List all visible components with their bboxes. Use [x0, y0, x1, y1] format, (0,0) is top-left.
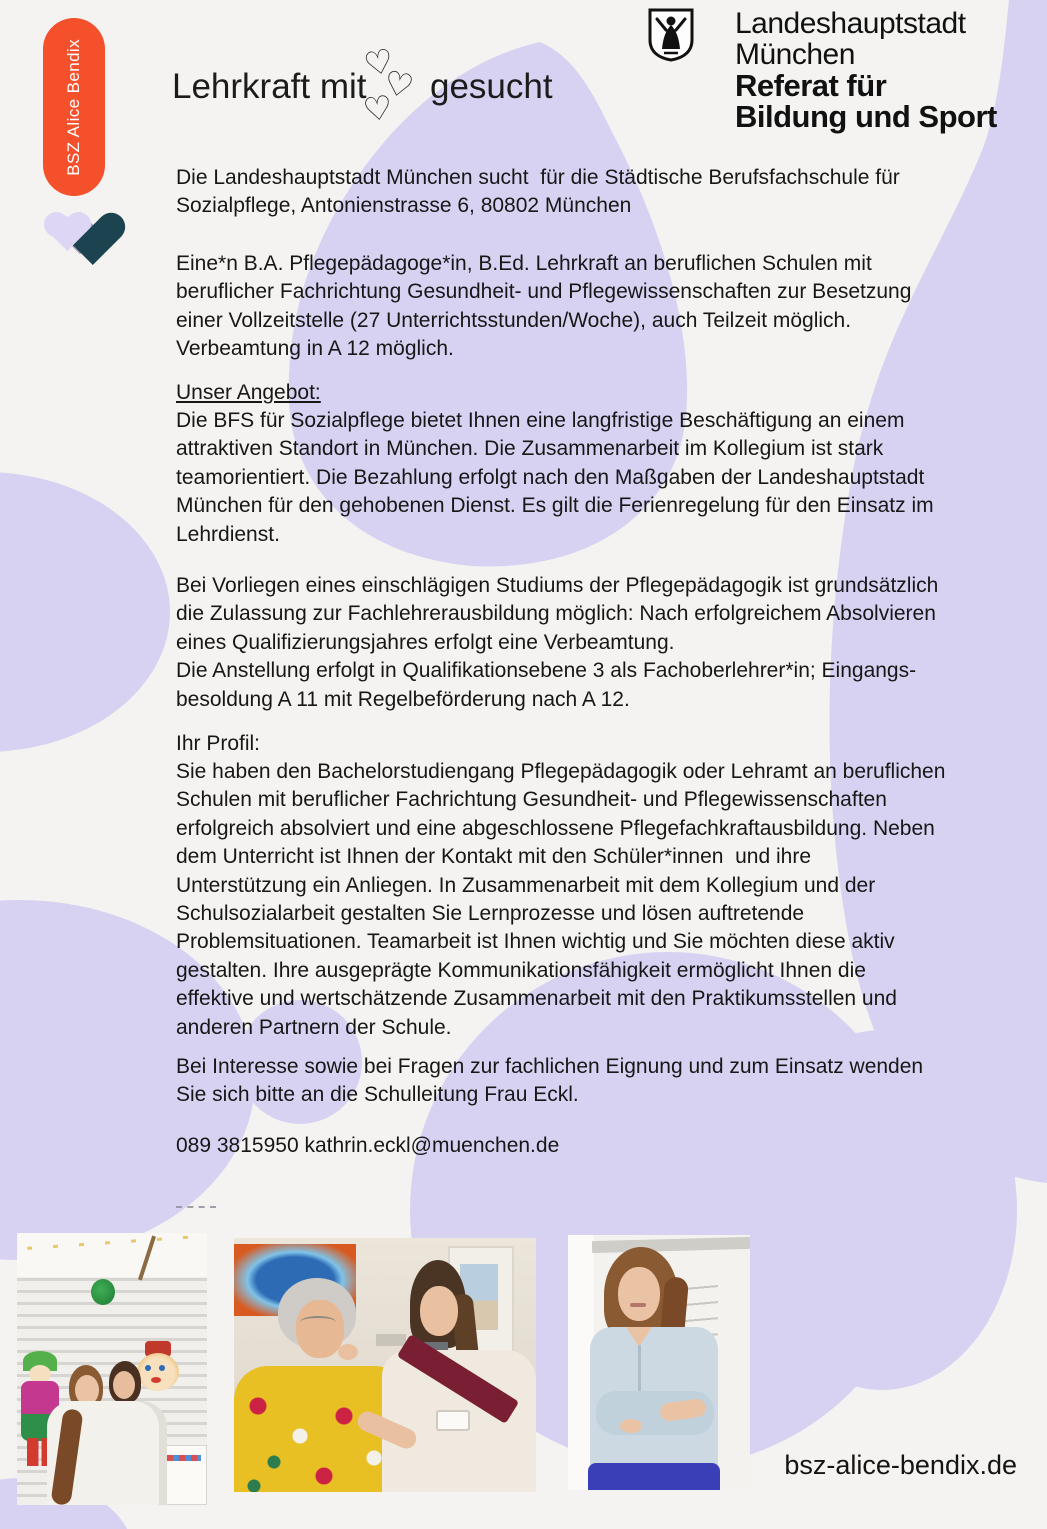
text-line: dem Unterricht ist Ihnen der Kontakt mit den Schüler*innen und ihre [176, 845, 812, 869]
logo-wordmark [735, 8, 997, 132]
teacher-face [618, 1267, 660, 1321]
elderly-face [296, 1300, 344, 1358]
student2-face [113, 1371, 135, 1399]
school-badge [43, 18, 105, 196]
text-line: effektive und wertschätzende Zusammenarbeit mit den Praktikumsstellen und [176, 987, 897, 1011]
photo-students-hugging [17, 1233, 207, 1505]
muenchen-crest-icon [647, 8, 695, 62]
glasses [300, 1316, 336, 1328]
teacher-smile [630, 1303, 646, 1307]
clown-eye [159, 1365, 165, 1371]
poster-marks [167, 1455, 201, 1461]
text-line: beruflicher Fachrichtung Gesundheit- und Pflegewissenschaften zur Besetzung [176, 280, 912, 304]
tiny-dashed-mark [176, 1206, 216, 1208]
clown-nose [151, 1377, 161, 1383]
wall-switch [376, 1334, 406, 1346]
hanging-streamer [138, 1236, 156, 1281]
logo-org-line1: Landeshauptstadt [735, 7, 966, 40]
nurse-face [420, 1286, 458, 1336]
outline-heart-icon: ♡ [360, 41, 398, 84]
qualification-paragraph [176, 572, 1047, 714]
position-paragraph [176, 250, 1047, 364]
interest-paragraph [176, 1053, 1047, 1110]
school-badge-label: BSZ Alice Bendix [64, 38, 83, 176]
text-line: Problemsituationen. Teamarbeit ist Ihnen wichtig und Sie möchten diese aktiv [176, 930, 895, 954]
name-badge [436, 1410, 470, 1431]
text-line: erfolgreich absolviert und eine abgeschlossene Pflegefachkraftausbildung. Neben [176, 816, 935, 840]
outline-heart-icon: ♡ [380, 63, 418, 106]
hand [620, 1419, 642, 1433]
text-line: die Zulassung zur Fachlehrerausbildung möglich: Nach erfolgreichem Absolvieren [176, 602, 936, 626]
intro-paragraph [176, 164, 1047, 221]
profile-heading: Ihr Profil: [176, 732, 261, 755]
text-line: Die Anstellung erfolgt in Qualifikationsebene 3 als Fachoberlehrer*in; Eingangs- [176, 659, 917, 683]
text-line: Verbeamtung in A 12 möglich. [176, 337, 454, 361]
offer-paragraph [176, 407, 1047, 549]
photo-teacher-whiteboard [568, 1235, 750, 1490]
blue-skirt [588, 1463, 720, 1490]
photo-nurse-elderly [234, 1238, 536, 1492]
logo-dept-line2: Bildung und Sport [735, 99, 997, 134]
honeycomb-ball [91, 1279, 115, 1305]
text-line: München für den gehobenen Dienst. Es gilt die Ferienregelung für den Einsatz im [176, 494, 934, 518]
website-url: bsz-alice-bendix.de [784, 1450, 1017, 1480]
text-line: anderen Partnern der Schule. [176, 1015, 452, 1039]
text-line: Unterstützung ein Anliegen. In Zusammenarbeit mit dem Kollegium und der [176, 873, 876, 897]
whiteboard-rail [592, 1237, 750, 1253]
text-line: einer Vollzeitstelle (27 Unterrichtsstunden/Woche), auch Teilzeit möglich. [176, 308, 852, 332]
text-line: Eine*n B.A. Pflegepädagoge*in, B.Ed. Lehrkraft an beruflichen Schulen mit [176, 252, 872, 275]
logo-dept-line1: Referat für [735, 68, 887, 103]
text-line: Die BFS für Sozialpflege bietet Ihnen eine langfristige Beschäftigung an einem [176, 409, 905, 432]
text-line: Sie sich bitte an die Schulleitung Frau Eckl. [176, 1083, 579, 1107]
text-line: teamorientiert. Die Bezahlung erfolgt nach den Maßgaben der Landeshauptstadt [176, 465, 925, 489]
wall-poster [163, 1445, 207, 1505]
text-line: attraktiven Standort in München. Die Zusammenarbeit im Kollegium ist stark [176, 437, 884, 461]
text-line: Lehrdienst. [176, 522, 280, 546]
string-lights [27, 1235, 197, 1250]
page-title-right: gesucht [430, 67, 553, 106]
contact-line: 089 3815950 kathrin.eckl@muenchen.de [176, 1134, 560, 1157]
clown-face-right [137, 1353, 179, 1391]
text-line: besoldung A 11 mit Regelbeförderung nach A 12. [176, 687, 630, 711]
text-line: Sozialpflege, Antonienstrasse 6, 80802 München [176, 194, 632, 218]
nurse-hand-on-shoulder [338, 1344, 358, 1360]
text-line: Die Landeshauptstadt München sucht für die Städtische Berufsfachschule für [176, 166, 900, 189]
logo-org-line2: München [735, 38, 855, 71]
text-line: gestalten. Ihre ausgeprägte Kommunikationsfähigkeit ermöglicht Ihnen die [176, 958, 866, 982]
text-line: Sie haben den Bachelorstudiengang Pflegepädagogik oder Lehramt an beruflichen [176, 760, 946, 783]
text-line: eines Qualifizierungsjahres erfolgt eine Verbeamtung. [176, 630, 675, 654]
outline-heart-icon: ♡ [360, 88, 396, 129]
text-line: Schulsozialarbeit gestalten Sie Lernprozesse und lösen auftretende [176, 902, 805, 926]
offer-heading: Unser Angebot: [176, 381, 321, 404]
school-hearts-logo-icon [42, 205, 126, 263]
text-line: Bei Vorliegen eines einschlägigen Studiums der Pflegepädagogik ist grundsätzlich [176, 574, 939, 597]
text-line: Schulen mit beruflicher Fachrichtung Gesundheit- und Pflegewissenschaften [176, 788, 887, 812]
page-title-left: Lehrkraft mit [172, 67, 367, 106]
clown-eye [145, 1365, 151, 1371]
text-line: Bei Interesse sowie bei Fragen zur fachlichen Eignung und zum Einsatz wenden [176, 1055, 924, 1078]
profile-paragraph [176, 758, 1047, 1042]
